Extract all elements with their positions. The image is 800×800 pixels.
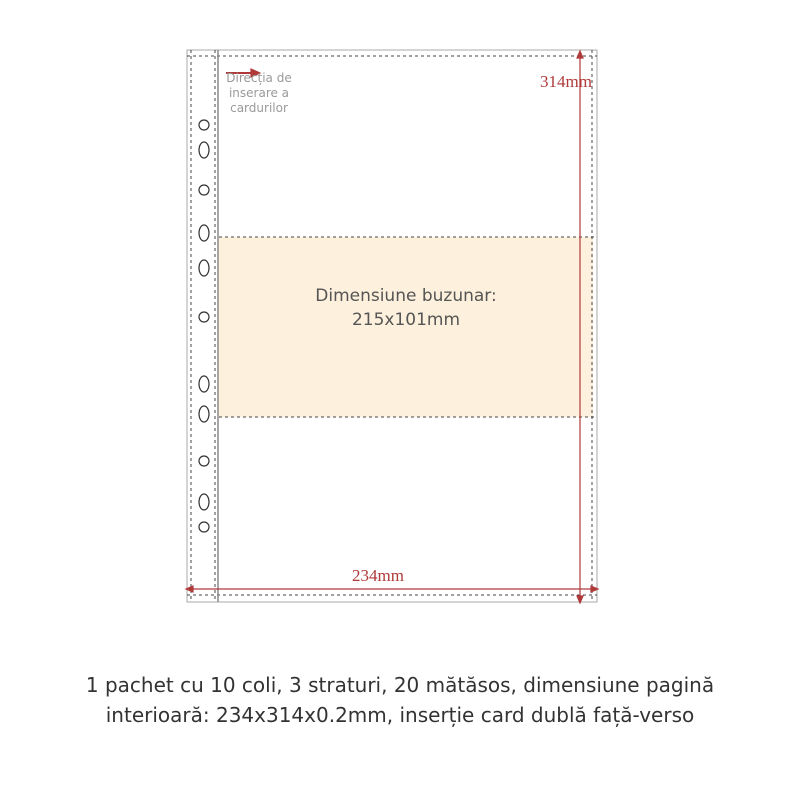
insert-direction-label: Direcția de inserare a cardurilor: [226, 71, 292, 115]
width-dimension: 234mm: [352, 566, 404, 585]
pocket-title: Dimensiune buzunar:: [315, 286, 497, 306]
caption-line-2: interioară: 234x314x0.2mm, inserție card dublă față-verso: [105, 703, 695, 727]
caption-line-1: 1 pachet cu 10 coli, 3 straturi, 20 mătăsos, dimensiune pagină: [85, 673, 715, 697]
caption: [0, 670, 800, 730]
height-dimension: 314mm: [540, 72, 592, 91]
pocket-size: 215x101mm: [351, 310, 461, 330]
pocket-label: [219, 284, 593, 332]
